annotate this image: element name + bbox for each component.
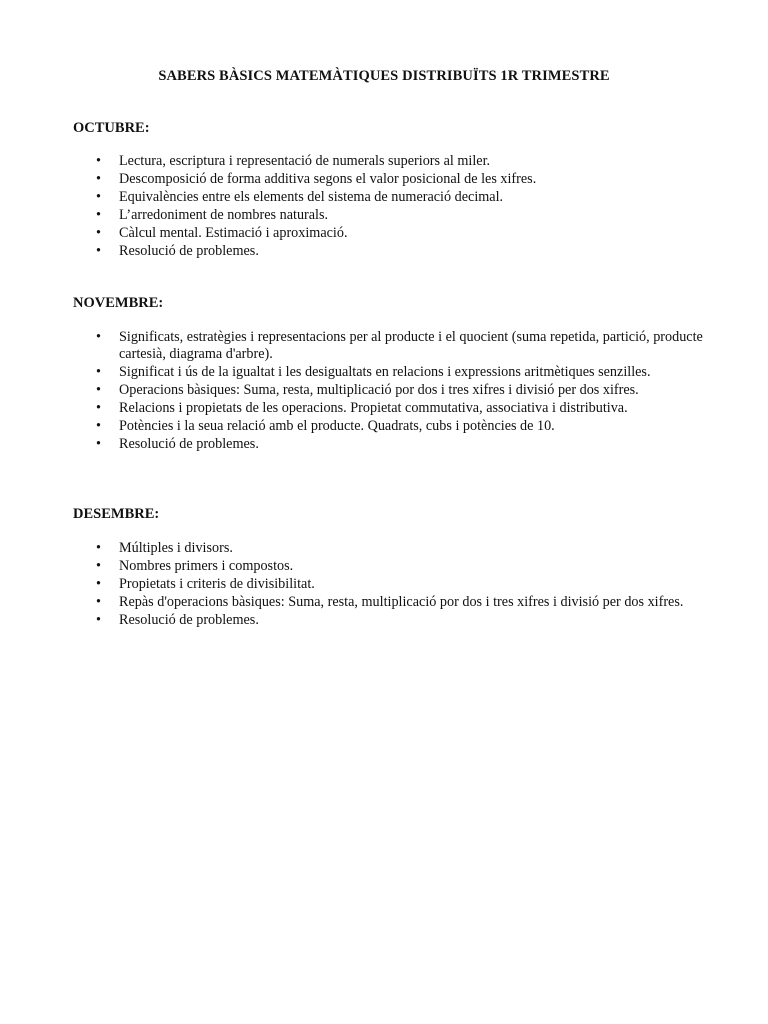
document-title: SABERS BÀSICS MATEMÀTIQUES DISTRIBUÏTS 1R TRIMESTRE [158, 68, 610, 84]
bullet-icon: • [96, 576, 101, 593]
list-item [73, 558, 713, 575]
bullet-icon: • [96, 540, 101, 556]
list-item [73, 576, 713, 593]
list-item [73, 612, 713, 629]
section-heading: DESEMBRE: [73, 506, 160, 522]
section-heading: OCTUBRE: [73, 120, 150, 136]
bullet-icon: • [96, 399, 101, 416]
bullet-icon: • [96, 435, 101, 452]
list-item-text: Nombres primers i compostos. [119, 558, 294, 575]
list-item [73, 436, 713, 453]
list-item [73, 594, 713, 611]
list-item-text: Potències i la seua relació amb el producte. Quadrats, cubs i potències de 10. [119, 417, 555, 434]
bullet-icon: • [96, 381, 101, 398]
list-item-text: Resolució de problemes. [119, 435, 259, 452]
list-item-text: Equivalències entre els elements del sistema de numeració decimal. [119, 189, 504, 206]
list-item-text: L’arredoniment de nombres naturals. [119, 207, 329, 224]
bullet-icon: • [96, 594, 101, 611]
list-item-text: Descomposició de forma additiva segons el valor posicional de les xifres. [119, 171, 537, 188]
list-item [73, 382, 713, 399]
bullet-icon: • [96, 207, 101, 224]
list-item-text: Lectura, escriptura i representació de numerals superiors al miler. [119, 153, 491, 169]
bullet-list [73, 540, 713, 629]
list-item-text: Relacions i propietats de les operacions. Propietat commutativa, associativa i distributiva. [119, 399, 628, 416]
bullet-list [73, 153, 713, 260]
list-item-text: Significat i ús de la igualtat i les desigualtats en relacions i expressions aritmètiques senzilles. [119, 363, 651, 380]
list-item [73, 418, 713, 435]
bullet-icon: • [96, 243, 101, 260]
list-item [73, 540, 713, 557]
list-item [73, 329, 713, 362]
list-item [73, 243, 713, 260]
list-item [73, 400, 713, 417]
section-heading: NOVEMBRE: [73, 295, 164, 311]
bullet-icon: • [96, 171, 101, 188]
bullet-icon: • [96, 153, 101, 169]
bullet-list [73, 329, 713, 452]
list-item-text: Significats, estratègies i representacions per al producte i el quocient (suma repetida, partició, producte cartesià, diagrama d'arbre). [119, 329, 703, 362]
bullet-icon: • [96, 329, 101, 345]
bullet-icon: • [96, 417, 101, 434]
list-item-text: Repàs d'operacions bàsiques: Suma, resta, multiplicació por dos i tres xifres i divisió per dos xifres. [119, 594, 684, 611]
list-item-text: Propietats i criteris de divisibilitat. [119, 576, 315, 593]
list-item [73, 207, 713, 224]
list-item [73, 225, 713, 242]
bullet-icon: • [96, 363, 101, 380]
bullet-icon: • [96, 558, 101, 575]
list-item-text: Càlcul mental. Estimació i aproximació. [119, 225, 348, 242]
section-desembre [73, 504, 713, 630]
list-item [73, 364, 713, 381]
list-item [73, 171, 713, 188]
section-octubre [73, 118, 713, 262]
list-item [73, 189, 713, 206]
list-item-text: Resolució de problemes. [119, 612, 259, 629]
list-item-text: Operacions bàsiques: Suma, resta, multiplicació por dos i tres xifres i divisió per dos xifres. [119, 381, 639, 398]
list-item [73, 153, 713, 170]
section-novembre [73, 293, 713, 454]
bullet-icon: • [96, 189, 101, 206]
bullet-icon: • [96, 612, 101, 629]
list-item-text: Resolució de problemes. [119, 243, 259, 260]
list-item-text: Múltiples i divisors. [119, 540, 233, 556]
bullet-icon: • [96, 225, 101, 242]
